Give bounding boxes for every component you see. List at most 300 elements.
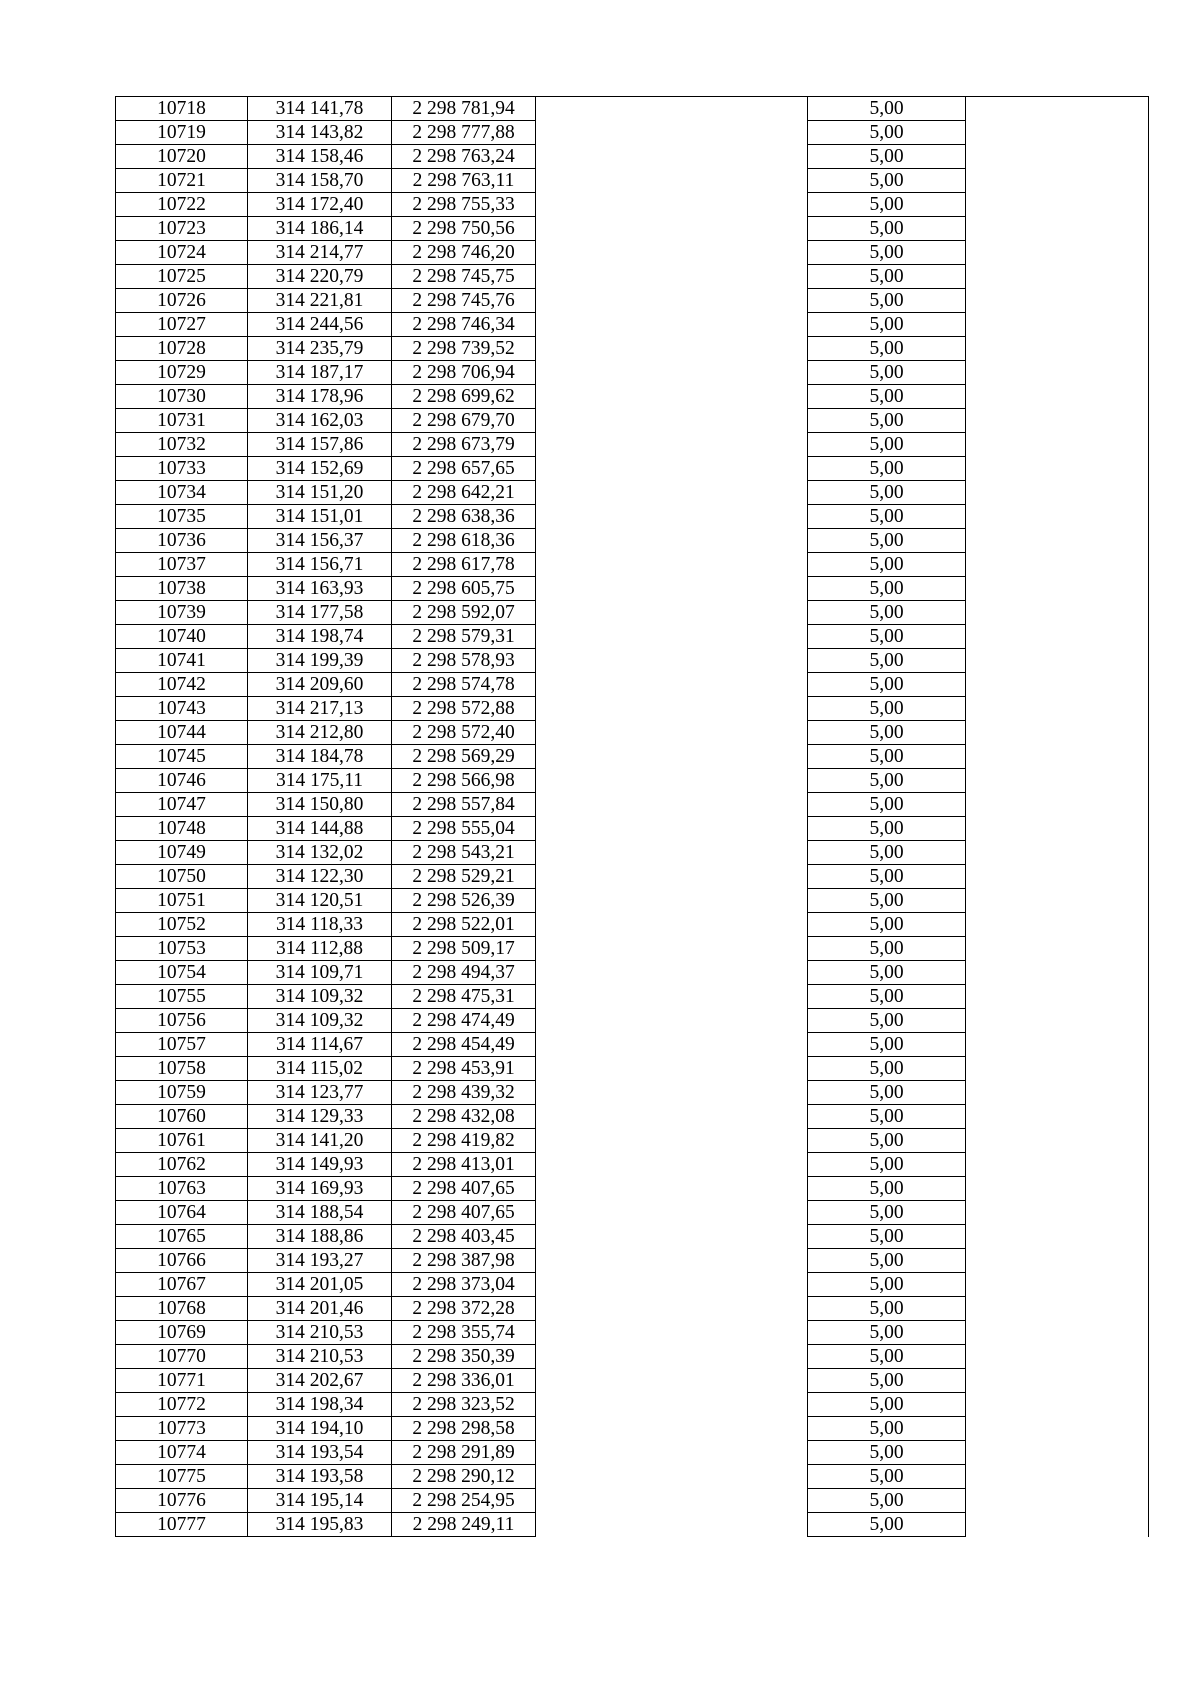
note-cell: [536, 649, 808, 673]
table-row: [116, 1417, 1149, 1441]
y-coordinate-cell: 2 298 290,12: [392, 1465, 536, 1489]
y-coordinate-cell: 2 298 555,04: [392, 817, 536, 841]
point-number-cell: 10726: [116, 289, 248, 313]
y-coordinate-cell: 2 298 475,31: [392, 985, 536, 1009]
value-cell: 5,00: [808, 1273, 966, 1297]
y-coordinate-cell: 2 298 579,31: [392, 625, 536, 649]
point-number-cell: 10734: [116, 481, 248, 505]
note-cell: [536, 1273, 808, 1297]
x-coordinate-cell: 314 244,56: [248, 313, 392, 337]
value-cell: 5,00: [808, 481, 966, 505]
table-row: [116, 529, 1149, 553]
point-number-cell: 10743: [116, 697, 248, 721]
table-row: [116, 505, 1149, 529]
table-row: [116, 865, 1149, 889]
x-coordinate-cell: 314 186,14: [248, 217, 392, 241]
note-cell: [536, 361, 808, 385]
extra-cell: [966, 457, 1149, 481]
value-cell: 5,00: [808, 817, 966, 841]
extra-cell: [966, 889, 1149, 913]
table-row: [116, 985, 1149, 1009]
y-coordinate-cell: 2 298 529,21: [392, 865, 536, 889]
y-coordinate-cell: 2 298 323,52: [392, 1393, 536, 1417]
x-coordinate-cell: 314 152,69: [248, 457, 392, 481]
table-row: [116, 649, 1149, 673]
extra-cell: [966, 913, 1149, 937]
y-coordinate-cell: 2 298 750,56: [392, 217, 536, 241]
value-cell: 5,00: [808, 1441, 966, 1465]
value-cell: 5,00: [808, 1417, 966, 1441]
value-cell: 5,00: [808, 841, 966, 865]
table-row: [116, 1393, 1149, 1417]
extra-cell: [966, 1465, 1149, 1489]
coordinates-table: [115, 96, 1149, 1537]
x-coordinate-cell: 314 158,46: [248, 145, 392, 169]
extra-cell: [966, 697, 1149, 721]
x-coordinate-cell: 314 210,53: [248, 1321, 392, 1345]
extra-cell: [966, 937, 1149, 961]
table-row: [116, 1249, 1149, 1273]
note-cell: [536, 1417, 808, 1441]
point-number-cell: 10764: [116, 1201, 248, 1225]
note-cell: [536, 721, 808, 745]
point-number-cell: 10751: [116, 889, 248, 913]
value-cell: 5,00: [808, 433, 966, 457]
x-coordinate-cell: 314 157,86: [248, 433, 392, 457]
y-coordinate-cell: 2 298 572,88: [392, 697, 536, 721]
table-row: [116, 697, 1149, 721]
extra-cell: [966, 505, 1149, 529]
extra-cell: [966, 1249, 1149, 1273]
note-cell: [536, 577, 808, 601]
x-coordinate-cell: 314 221,81: [248, 289, 392, 313]
table-row: [116, 433, 1149, 457]
value-cell: 5,00: [808, 385, 966, 409]
point-number-cell: 10766: [116, 1249, 248, 1273]
point-number-cell: 10730: [116, 385, 248, 409]
y-coordinate-cell: 2 298 617,78: [392, 553, 536, 577]
value-cell: 5,00: [808, 1009, 966, 1033]
y-coordinate-cell: 2 298 642,21: [392, 481, 536, 505]
table-row: [116, 1201, 1149, 1225]
extra-cell: [966, 1513, 1149, 1537]
x-coordinate-cell: 314 151,01: [248, 505, 392, 529]
value-cell: 5,00: [808, 1297, 966, 1321]
y-coordinate-cell: 2 298 419,82: [392, 1129, 536, 1153]
value-cell: 5,00: [808, 1081, 966, 1105]
value-cell: 5,00: [808, 697, 966, 721]
x-coordinate-cell: 314 195,14: [248, 1489, 392, 1513]
note-cell: [536, 145, 808, 169]
table-row: [116, 289, 1149, 313]
value-cell: 5,00: [808, 313, 966, 337]
point-number-cell: 10759: [116, 1081, 248, 1105]
note-cell: [536, 1297, 808, 1321]
point-number-cell: 10750: [116, 865, 248, 889]
point-number-cell: 10763: [116, 1177, 248, 1201]
table-row: [116, 577, 1149, 601]
x-coordinate-cell: 314 175,11: [248, 769, 392, 793]
note-cell: [536, 1513, 808, 1537]
table-row: [116, 97, 1149, 121]
table-row: [116, 337, 1149, 361]
note-cell: [536, 889, 808, 913]
x-coordinate-cell: 314 162,03: [248, 409, 392, 433]
note-cell: [536, 913, 808, 937]
value-cell: 5,00: [808, 1369, 966, 1393]
point-number-cell: 10762: [116, 1153, 248, 1177]
note-cell: [536, 745, 808, 769]
note-cell: [536, 601, 808, 625]
x-coordinate-cell: 314 187,17: [248, 361, 392, 385]
note-cell: [536, 169, 808, 193]
y-coordinate-cell: 2 298 432,08: [392, 1105, 536, 1129]
table-row: [116, 1321, 1149, 1345]
table-row: [116, 1153, 1149, 1177]
table-row: [116, 1057, 1149, 1081]
note-cell: [536, 1033, 808, 1057]
y-coordinate-cell: 2 298 745,75: [392, 265, 536, 289]
table-row: [116, 193, 1149, 217]
x-coordinate-cell: 314 193,58: [248, 1465, 392, 1489]
extra-cell: [966, 1081, 1149, 1105]
note-cell: [536, 337, 808, 361]
y-coordinate-cell: 2 298 254,95: [392, 1489, 536, 1513]
value-cell: 5,00: [808, 961, 966, 985]
y-coordinate-cell: 2 298 526,39: [392, 889, 536, 913]
point-number-cell: 10736: [116, 529, 248, 553]
note-cell: [536, 505, 808, 529]
note-cell: [536, 409, 808, 433]
value-cell: 5,00: [808, 193, 966, 217]
table-row: [116, 913, 1149, 937]
x-coordinate-cell: 314 132,02: [248, 841, 392, 865]
value-cell: 5,00: [808, 601, 966, 625]
x-coordinate-cell: 314 122,30: [248, 865, 392, 889]
extra-cell: [966, 841, 1149, 865]
y-coordinate-cell: 2 298 557,84: [392, 793, 536, 817]
note-cell: [536, 481, 808, 505]
point-number-cell: 10740: [116, 625, 248, 649]
value-cell: 5,00: [808, 721, 966, 745]
value-cell: 5,00: [808, 505, 966, 529]
point-number-cell: 10742: [116, 673, 248, 697]
point-number-cell: 10777: [116, 1513, 248, 1537]
table-row: [116, 1105, 1149, 1129]
value-cell: 5,00: [808, 625, 966, 649]
value-cell: 5,00: [808, 1201, 966, 1225]
table-row: [116, 937, 1149, 961]
table-row: [116, 241, 1149, 265]
note-cell: [536, 1489, 808, 1513]
value-cell: 5,00: [808, 1033, 966, 1057]
x-coordinate-cell: 314 149,93: [248, 1153, 392, 1177]
extra-cell: [966, 1177, 1149, 1201]
x-coordinate-cell: 314 141,78: [248, 97, 392, 121]
y-coordinate-cell: 2 298 739,52: [392, 337, 536, 361]
note-cell: [536, 289, 808, 313]
note-cell: [536, 1321, 808, 1345]
table-row: [116, 817, 1149, 841]
extra-cell: [966, 745, 1149, 769]
table-row: [116, 625, 1149, 649]
x-coordinate-cell: 314 141,20: [248, 1129, 392, 1153]
table-row: [116, 1273, 1149, 1297]
note-cell: [536, 841, 808, 865]
point-number-cell: 10773: [116, 1417, 248, 1441]
x-coordinate-cell: 314 214,77: [248, 241, 392, 265]
extra-cell: [966, 1489, 1149, 1513]
note-cell: [536, 937, 808, 961]
table-row: [116, 721, 1149, 745]
note-cell: [536, 1441, 808, 1465]
table-row: [116, 601, 1149, 625]
y-coordinate-cell: 2 298 373,04: [392, 1273, 536, 1297]
extra-cell: [966, 217, 1149, 241]
table-row: [116, 1345, 1149, 1369]
note-cell: [536, 1081, 808, 1105]
y-coordinate-cell: 2 298 474,49: [392, 1009, 536, 1033]
table-row: [116, 793, 1149, 817]
x-coordinate-cell: 314 178,96: [248, 385, 392, 409]
point-number-cell: 10765: [116, 1225, 248, 1249]
table-row: [116, 121, 1149, 145]
extra-cell: [966, 337, 1149, 361]
note-cell: [536, 793, 808, 817]
y-coordinate-cell: 2 298 657,65: [392, 457, 536, 481]
point-number-cell: 10772: [116, 1393, 248, 1417]
value-cell: 5,00: [808, 745, 966, 769]
x-coordinate-cell: 314 193,27: [248, 1249, 392, 1273]
extra-cell: [966, 1201, 1149, 1225]
extra-cell: [966, 1273, 1149, 1297]
table-row: [116, 1129, 1149, 1153]
extra-cell: [966, 1225, 1149, 1249]
x-coordinate-cell: 314 220,79: [248, 265, 392, 289]
x-coordinate-cell: 314 151,20: [248, 481, 392, 505]
note-cell: [536, 817, 808, 841]
point-number-cell: 10760: [116, 1105, 248, 1129]
coordinates-table-body: [116, 97, 1149, 1537]
y-coordinate-cell: 2 298 566,98: [392, 769, 536, 793]
y-coordinate-cell: 2 298 453,91: [392, 1057, 536, 1081]
note-cell: [536, 1225, 808, 1249]
y-coordinate-cell: 2 298 755,33: [392, 193, 536, 217]
table-row: [116, 1033, 1149, 1057]
y-coordinate-cell: 2 298 746,34: [392, 313, 536, 337]
point-number-cell: 10728: [116, 337, 248, 361]
value-cell: 5,00: [808, 649, 966, 673]
point-number-cell: 10733: [116, 457, 248, 481]
note-cell: [536, 529, 808, 553]
x-coordinate-cell: 314 114,67: [248, 1033, 392, 1057]
extra-cell: [966, 625, 1149, 649]
note-cell: [536, 1369, 808, 1393]
extra-cell: [966, 97, 1149, 121]
point-number-cell: 10720: [116, 145, 248, 169]
note-cell: [536, 553, 808, 577]
point-number-cell: 10767: [116, 1273, 248, 1297]
value-cell: 5,00: [808, 145, 966, 169]
point-number-cell: 10752: [116, 913, 248, 937]
point-number-cell: 10729: [116, 361, 248, 385]
extra-cell: [966, 121, 1149, 145]
extra-cell: [966, 361, 1149, 385]
table-row: [116, 769, 1149, 793]
extra-cell: [966, 721, 1149, 745]
value-cell: 5,00: [808, 913, 966, 937]
table-row: [116, 889, 1149, 913]
x-coordinate-cell: 314 193,54: [248, 1441, 392, 1465]
note-cell: [536, 697, 808, 721]
note-cell: [536, 673, 808, 697]
value-cell: 5,00: [808, 97, 966, 121]
extra-cell: [966, 169, 1149, 193]
point-number-cell: 10753: [116, 937, 248, 961]
value-cell: 5,00: [808, 457, 966, 481]
point-number-cell: 10721: [116, 169, 248, 193]
note-cell: [536, 217, 808, 241]
point-number-cell: 10747: [116, 793, 248, 817]
point-number-cell: 10758: [116, 1057, 248, 1081]
y-coordinate-cell: 2 298 592,07: [392, 601, 536, 625]
note-cell: [536, 121, 808, 145]
point-number-cell: 10746: [116, 769, 248, 793]
x-coordinate-cell: 314 150,80: [248, 793, 392, 817]
y-coordinate-cell: 2 298 746,20: [392, 241, 536, 265]
extra-cell: [966, 193, 1149, 217]
extra-cell: [966, 1441, 1149, 1465]
y-coordinate-cell: 2 298 291,89: [392, 1441, 536, 1465]
note-cell: [536, 385, 808, 409]
extra-cell: [966, 769, 1149, 793]
y-coordinate-cell: 2 298 777,88: [392, 121, 536, 145]
table-row: [116, 1177, 1149, 1201]
x-coordinate-cell: 314 209,60: [248, 673, 392, 697]
value-cell: 5,00: [808, 1345, 966, 1369]
note-cell: [536, 241, 808, 265]
table-row: [116, 553, 1149, 577]
value-cell: 5,00: [808, 1225, 966, 1249]
y-coordinate-cell: 2 298 763,24: [392, 145, 536, 169]
value-cell: 5,00: [808, 1105, 966, 1129]
value-cell: 5,00: [808, 1153, 966, 1177]
extra-cell: [966, 145, 1149, 169]
value-cell: 5,00: [808, 553, 966, 577]
extra-cell: [966, 553, 1149, 577]
note-cell: [536, 1465, 808, 1489]
value-cell: 5,00: [808, 1249, 966, 1273]
point-number-cell: 10744: [116, 721, 248, 745]
extra-cell: [966, 1393, 1149, 1417]
x-coordinate-cell: 314 194,10: [248, 1417, 392, 1441]
value-cell: 5,00: [808, 1393, 966, 1417]
value-cell: 5,00: [808, 673, 966, 697]
point-number-cell: 10748: [116, 817, 248, 841]
table-row: [116, 1489, 1149, 1513]
point-number-cell: 10770: [116, 1345, 248, 1369]
table-row: [116, 961, 1149, 985]
point-number-cell: 10754: [116, 961, 248, 985]
value-cell: 5,00: [808, 217, 966, 241]
value-cell: 5,00: [808, 1129, 966, 1153]
y-coordinate-cell: 2 298 745,76: [392, 289, 536, 313]
x-coordinate-cell: 314 109,32: [248, 985, 392, 1009]
x-coordinate-cell: 314 201,46: [248, 1297, 392, 1321]
y-coordinate-cell: 2 298 706,94: [392, 361, 536, 385]
table-row: [116, 169, 1149, 193]
point-number-cell: 10775: [116, 1465, 248, 1489]
point-number-cell: 10755: [116, 985, 248, 1009]
table-row: [116, 217, 1149, 241]
table-row: [116, 1225, 1149, 1249]
value-cell: 5,00: [808, 1513, 966, 1537]
y-coordinate-cell: 2 298 569,29: [392, 745, 536, 769]
x-coordinate-cell: 314 129,33: [248, 1105, 392, 1129]
note-cell: [536, 769, 808, 793]
extra-cell: [966, 1057, 1149, 1081]
table-row: [116, 841, 1149, 865]
note-cell: [536, 1057, 808, 1081]
note-cell: [536, 193, 808, 217]
table-row: [116, 1297, 1149, 1321]
y-coordinate-cell: 2 298 572,40: [392, 721, 536, 745]
point-number-cell: 10756: [116, 1009, 248, 1033]
extra-cell: [966, 1129, 1149, 1153]
x-coordinate-cell: 314 156,71: [248, 553, 392, 577]
x-coordinate-cell: 314 201,05: [248, 1273, 392, 1297]
y-coordinate-cell: 2 298 494,37: [392, 961, 536, 985]
value-cell: 5,00: [808, 265, 966, 289]
table-row: [116, 745, 1149, 769]
table-row: [116, 145, 1149, 169]
value-cell: 5,00: [808, 769, 966, 793]
y-coordinate-cell: 2 298 673,79: [392, 433, 536, 457]
extra-cell: [966, 961, 1149, 985]
extra-cell: [966, 1009, 1149, 1033]
table-row: [116, 457, 1149, 481]
y-coordinate-cell: 2 298 679,70: [392, 409, 536, 433]
table-row: [116, 1009, 1149, 1033]
x-coordinate-cell: 314 198,74: [248, 625, 392, 649]
point-number-cell: 10732: [116, 433, 248, 457]
value-cell: 5,00: [808, 361, 966, 385]
point-number-cell: 10774: [116, 1441, 248, 1465]
point-number-cell: 10737: [116, 553, 248, 577]
note-cell: [536, 1009, 808, 1033]
extra-cell: [966, 1369, 1149, 1393]
point-number-cell: 10727: [116, 313, 248, 337]
value-cell: 5,00: [808, 1321, 966, 1345]
table-row: [116, 1465, 1149, 1489]
point-number-cell: 10776: [116, 1489, 248, 1513]
extra-cell: [966, 385, 1149, 409]
point-number-cell: 10769: [116, 1321, 248, 1345]
x-coordinate-cell: 314 198,34: [248, 1393, 392, 1417]
extra-cell: [966, 1153, 1149, 1177]
point-number-cell: 10739: [116, 601, 248, 625]
x-coordinate-cell: 314 120,51: [248, 889, 392, 913]
note-cell: [536, 1249, 808, 1273]
y-coordinate-cell: 2 298 543,21: [392, 841, 536, 865]
note-cell: [536, 625, 808, 649]
x-coordinate-cell: 314 195,83: [248, 1513, 392, 1537]
x-coordinate-cell: 314 143,82: [248, 121, 392, 145]
y-coordinate-cell: 2 298 403,45: [392, 1225, 536, 1249]
extra-cell: [966, 649, 1149, 673]
table-row: [116, 385, 1149, 409]
y-coordinate-cell: 2 298 249,11: [392, 1513, 536, 1537]
